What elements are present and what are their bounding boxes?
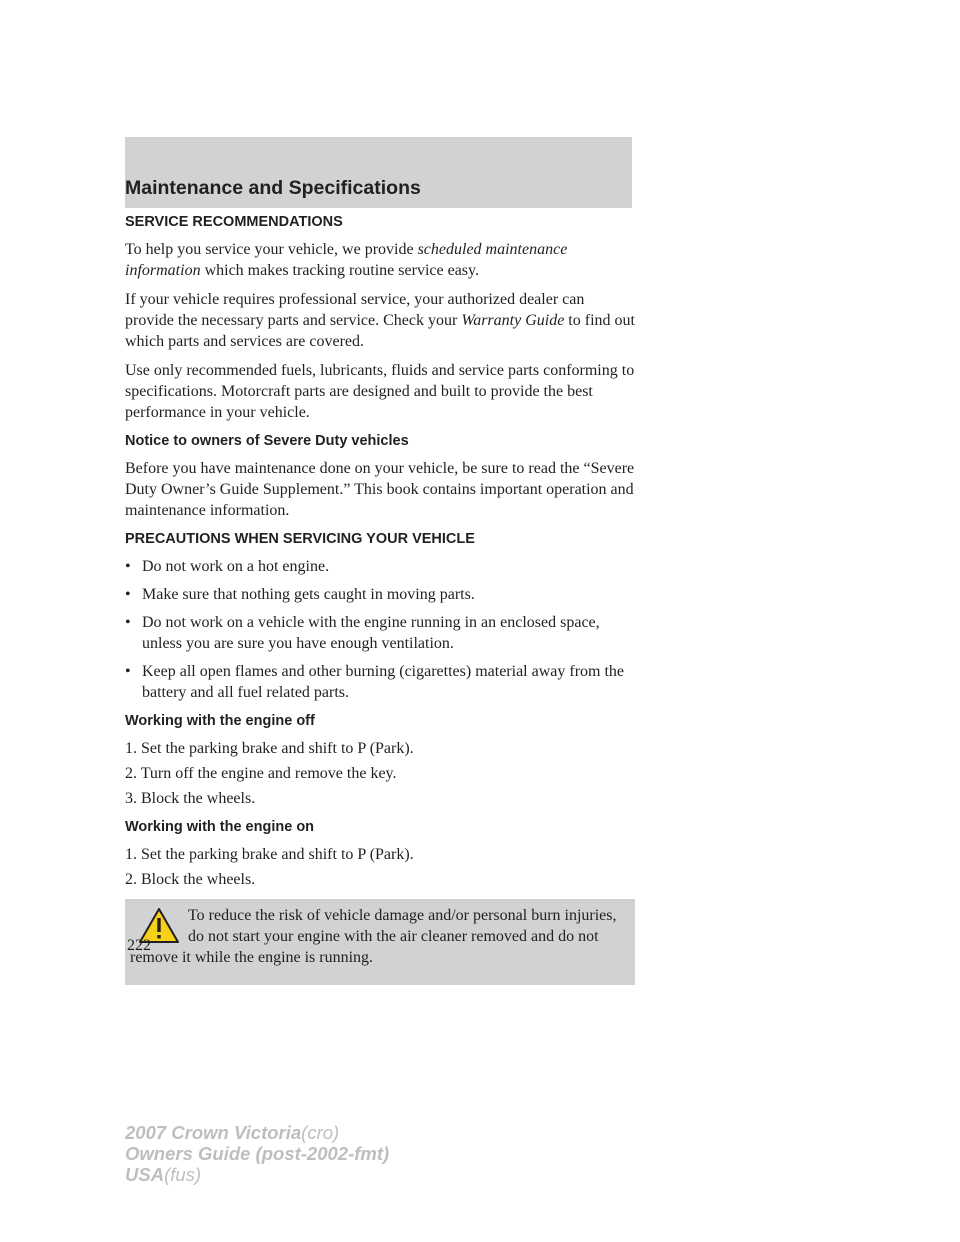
list-item: 1. Set the parking brake and shift to P (Park).	[125, 740, 414, 757]
link-text-scheduled-maintenance: scheduled maintenance information	[125, 241, 568, 279]
engine-off-steps	[125, 738, 635, 809]
warning-box	[125, 899, 635, 985]
section-title: Maintenance and Specifications	[125, 177, 421, 199]
list-item: • Do not work on a hot engine.	[125, 558, 330, 575]
paragraph-severe-duty: Before you have maintenance done on your vehicle, be sure to read the “Severe Duty Owner’s Guide Supplement.” This book contains important operation and maintenance information.	[125, 460, 635, 519]
warning-text: To reduce the risk of vehicle damage and/or personal burn injuries, do not start your engine with the air cleaner removed and do not remove it while the engine is running.	[130, 907, 617, 966]
document-footer	[125, 1122, 389, 1185]
list-item: 2. Turn off the engine and remove the key.	[125, 765, 397, 782]
bullet-icon: •	[125, 586, 131, 603]
paragraph-recommended-parts: Use only recommended fuels, lubricants, fluids and service parts conforming to specifications. Motorcraft parts are designed and built to provide the best performance in your vehicle.	[125, 362, 635, 421]
heading-engine-off: Working with the engine off	[125, 713, 315, 729]
paragraph-service-intro: To help you service your vehicle, we provide scheduled maintenance information which makes tracking routine service easy.	[125, 241, 568, 279]
heading-service-recommendations: SERVICE RECOMMENDATIONS	[125, 214, 343, 230]
heading-engine-on: Working with the engine on	[125, 819, 315, 835]
list-item: 3. Block the wheels.	[125, 790, 256, 807]
warranty-guide-reference: Warranty Guide	[461, 312, 565, 329]
footer-line-1: 2007 Crown Victoria(cro)	[125, 1122, 340, 1143]
heading-precautions: PRECAUTIONS WHEN SERVICING YOUR VEHICLE	[125, 531, 475, 547]
paragraph-professional-service: If your vehicle requires professional service, your authorized dealer can provide the necessary parts and service. Check your Warranty Guide to find out which parts and services are covered.	[125, 291, 635, 350]
list-item: • Keep all open flames and other burning (cigarettes) material away from the battery and all fuel related parts.	[125, 663, 625, 701]
page-content	[125, 212, 635, 985]
list-item: 2. Block the wheels.	[125, 871, 256, 888]
bullet-icon: •	[125, 558, 131, 575]
bullet-icon: •	[125, 614, 131, 631]
heading-severe-duty: Notice to owners of Severe Duty vehicles	[125, 433, 409, 449]
page-number: 222	[127, 937, 151, 954]
footer-line-2: Owners Guide (post-2002-fmt)	[125, 1143, 390, 1164]
section-header-band	[125, 137, 632, 208]
list-item: 1. Set the parking brake and shift to P (Park).	[125, 846, 414, 863]
footer-line-3: USA(fus)	[125, 1164, 202, 1185]
list-item: • Do not work on a vehicle with the engine running in an enclosed space, unless you are sure you have enough ventilation.	[125, 614, 600, 652]
bullet-icon: •	[125, 663, 131, 680]
precautions-list	[125, 556, 635, 703]
list-item: • Make sure that nothing gets caught in moving parts.	[125, 586, 475, 603]
engine-on-steps	[125, 844, 635, 890]
